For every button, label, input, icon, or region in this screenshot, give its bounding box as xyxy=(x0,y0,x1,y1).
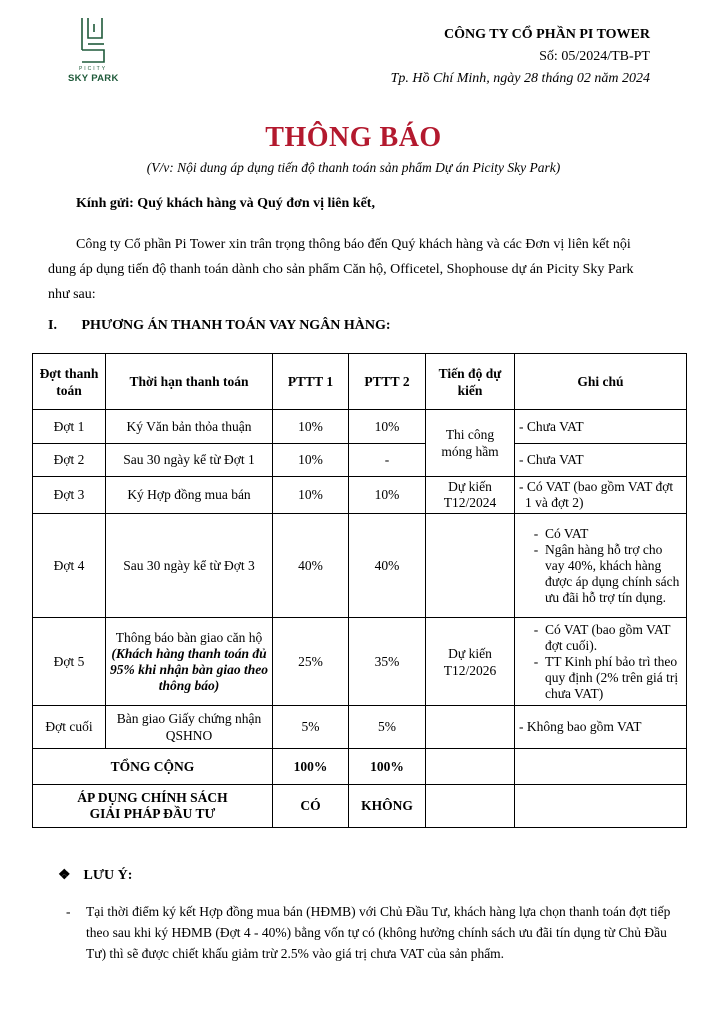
term-cell xyxy=(106,618,273,706)
dash-bullet: - xyxy=(66,904,71,919)
progress-cell-empty xyxy=(426,514,515,618)
total-row xyxy=(33,749,687,785)
header-pttt1: PTTT 1 xyxy=(273,354,349,410)
note-cell: - Chưa VAT xyxy=(515,444,687,477)
place-date: Tp. Hồ Chí Minh, ngày 28 tháng 02 năm 2024 xyxy=(390,71,650,86)
pttt1-cell: 10% xyxy=(273,410,349,444)
installment-cell: Đợt 5 xyxy=(33,618,106,706)
document-title: THÔNG BÁO xyxy=(265,122,442,153)
total-empty-progress xyxy=(426,749,515,785)
total-empty-notes xyxy=(515,749,687,785)
document-subtitle: (V/v: Nội dung áp dụng tiến độ thanh toán sản phẩm Dự án Picity Sky Park) xyxy=(146,160,561,175)
note-cell xyxy=(515,514,687,618)
pttt1-cell: 25% xyxy=(273,618,349,706)
total-pttt1: 100% xyxy=(273,749,349,785)
term-cell: Sau 30 ngày kể từ Đợt 3 xyxy=(106,514,273,618)
term-cell: Ký Hợp đồng mua bán xyxy=(106,477,273,514)
policy-label: ÁP DỤNG CHÍNH SÁCH GIẢI PHÁP ĐẦU TƯ xyxy=(33,785,273,828)
logo-line1: PICITY xyxy=(78,66,108,72)
payment-schedule-table xyxy=(32,353,687,828)
section-title: PHƯƠNG ÁN THANH TOÁN VAY NGÂN HÀNG: xyxy=(81,318,391,333)
progress-cell: Dự kiến T12/2026 xyxy=(426,618,515,706)
note-cell: - Có VAT (bao gồm VAT đợt 1 và đợt 2) xyxy=(515,477,687,514)
table-row xyxy=(33,706,687,749)
progress-cell: Thi công móng hầm xyxy=(426,410,515,477)
company-logo xyxy=(68,16,118,84)
pttt1-cell: 10% xyxy=(273,444,349,477)
note-cell: - Chưa VAT xyxy=(515,410,687,444)
term-emphasis: (Khách hàng thanh toán đủ 95% khi nhận bàn giao theo thông báo) xyxy=(110,645,268,693)
notice-heading xyxy=(58,867,132,884)
pttt1-cell: 40% xyxy=(273,514,349,618)
note-cell xyxy=(515,618,687,706)
installment-cell: Đợt 4 xyxy=(33,514,106,618)
section-heading xyxy=(48,318,391,334)
table-row xyxy=(33,444,687,477)
policy-empty-notes xyxy=(515,785,687,828)
installment-cell: Đợt 2 xyxy=(33,444,106,477)
policy-empty-progress xyxy=(426,785,515,828)
pttt1-cell: 10% xyxy=(273,477,349,514)
document-number: Số: 05/2024/TB-PT xyxy=(539,49,650,64)
notice-item xyxy=(66,901,682,964)
intro-paragraph: Công ty Cổ phần Pi Tower xin trân trọng thông báo đến Quý khách hàng và các Đơn vị liên kết nội dung áp dụng tiến độ thanh toán dành cho sản phẩm Căn hộ, Officetel, Shophouse dự án Picity Sky Park như sau: xyxy=(48,237,634,302)
header-installment: Đợt thanh toán xyxy=(33,354,106,410)
header-term: Thời hạn thanh toán xyxy=(106,354,273,410)
total-label: TỔNG CỘNG xyxy=(33,749,273,785)
note-item: - Có VAT xyxy=(545,526,682,542)
table-row xyxy=(33,410,687,444)
policy-row xyxy=(33,785,687,828)
note-item: - Ngân hàng hỗ trợ cho vay 40%, khách hàng được áp dụng chính sách ưu đãi hỗ trợ tín dụng. xyxy=(545,542,682,606)
policy-pttt2: KHÔNG xyxy=(349,785,426,828)
note-item: - TT Kinh phí bảo trì theo quy định (2% trên giá trị chưa VAT) xyxy=(545,654,682,702)
installment-cell: Đợt 1 xyxy=(33,410,106,444)
picity-logo-mark xyxy=(78,16,108,64)
greeting: Kính gửi: Quý khách hàng và Quý đơn vị liên kết, xyxy=(76,196,375,211)
table-row xyxy=(33,618,687,706)
term-cell: Sau 30 ngày kể từ Đợt 1 xyxy=(106,444,273,477)
pttt1-cell: 5% xyxy=(273,706,349,749)
total-pttt2: 100% xyxy=(349,749,426,785)
note-cell: - Không bao gồm VAT xyxy=(515,706,687,749)
progress-cell: Dự kiến T12/2024 xyxy=(426,477,515,514)
header-progress: Tiến độ dự kiến xyxy=(426,354,515,410)
pttt2-cell: 40% xyxy=(349,514,426,618)
policy-pttt1: CÓ xyxy=(273,785,349,828)
pttt2-cell: 5% xyxy=(349,706,426,749)
installment-cell: Đợt cuối xyxy=(33,706,106,749)
term-cell: Bàn giao Giấy chứng nhận QSHNO xyxy=(106,706,273,749)
note-item: - Có VAT (bao gồm VAT đợt cuối). xyxy=(545,622,682,654)
progress-cell-empty xyxy=(426,706,515,749)
section-number: I. xyxy=(48,318,57,333)
table-row xyxy=(33,514,687,618)
term-text: Thông báo bàn giao căn hộ xyxy=(115,629,263,645)
company-name: CÔNG TY CỔ PHẦN PI TOWER xyxy=(443,27,650,42)
table-row xyxy=(33,477,687,514)
notice-title: LƯU Ý: xyxy=(83,868,133,883)
header-pttt2: PTTT 2 xyxy=(349,354,426,410)
pttt2-cell: 10% xyxy=(349,477,426,514)
header-notes: Ghi chú xyxy=(515,354,687,410)
term-cell: Ký Văn bản thỏa thuận xyxy=(106,410,273,444)
diamond-bullet-icon: ❖ xyxy=(58,868,71,883)
pttt2-cell: 35% xyxy=(349,618,426,706)
pttt2-cell: - xyxy=(349,444,426,477)
logo-line2: SKY PARK xyxy=(68,73,119,84)
installment-cell: Đợt 3 xyxy=(33,477,106,514)
pttt2-cell: 10% xyxy=(349,410,426,444)
table-header-row xyxy=(33,354,687,410)
notice-text: Tại thời điểm ký kết Hợp đồng mua bán (HĐMB) với Chủ Đầu Tư, khách hàng lựa chọn thanh toán đợt tiếp theo sau khi ký HĐMB (Đợt 4 - 40%) bằng vốn tự có (không hưởng chính sách ưu đãi tín dụng từ Chủ Đầu Tư) thì sẽ được chiết khấu giảm trừ 2.5% vào giá trị chưa VAT của sản phẩm. xyxy=(86,904,671,961)
